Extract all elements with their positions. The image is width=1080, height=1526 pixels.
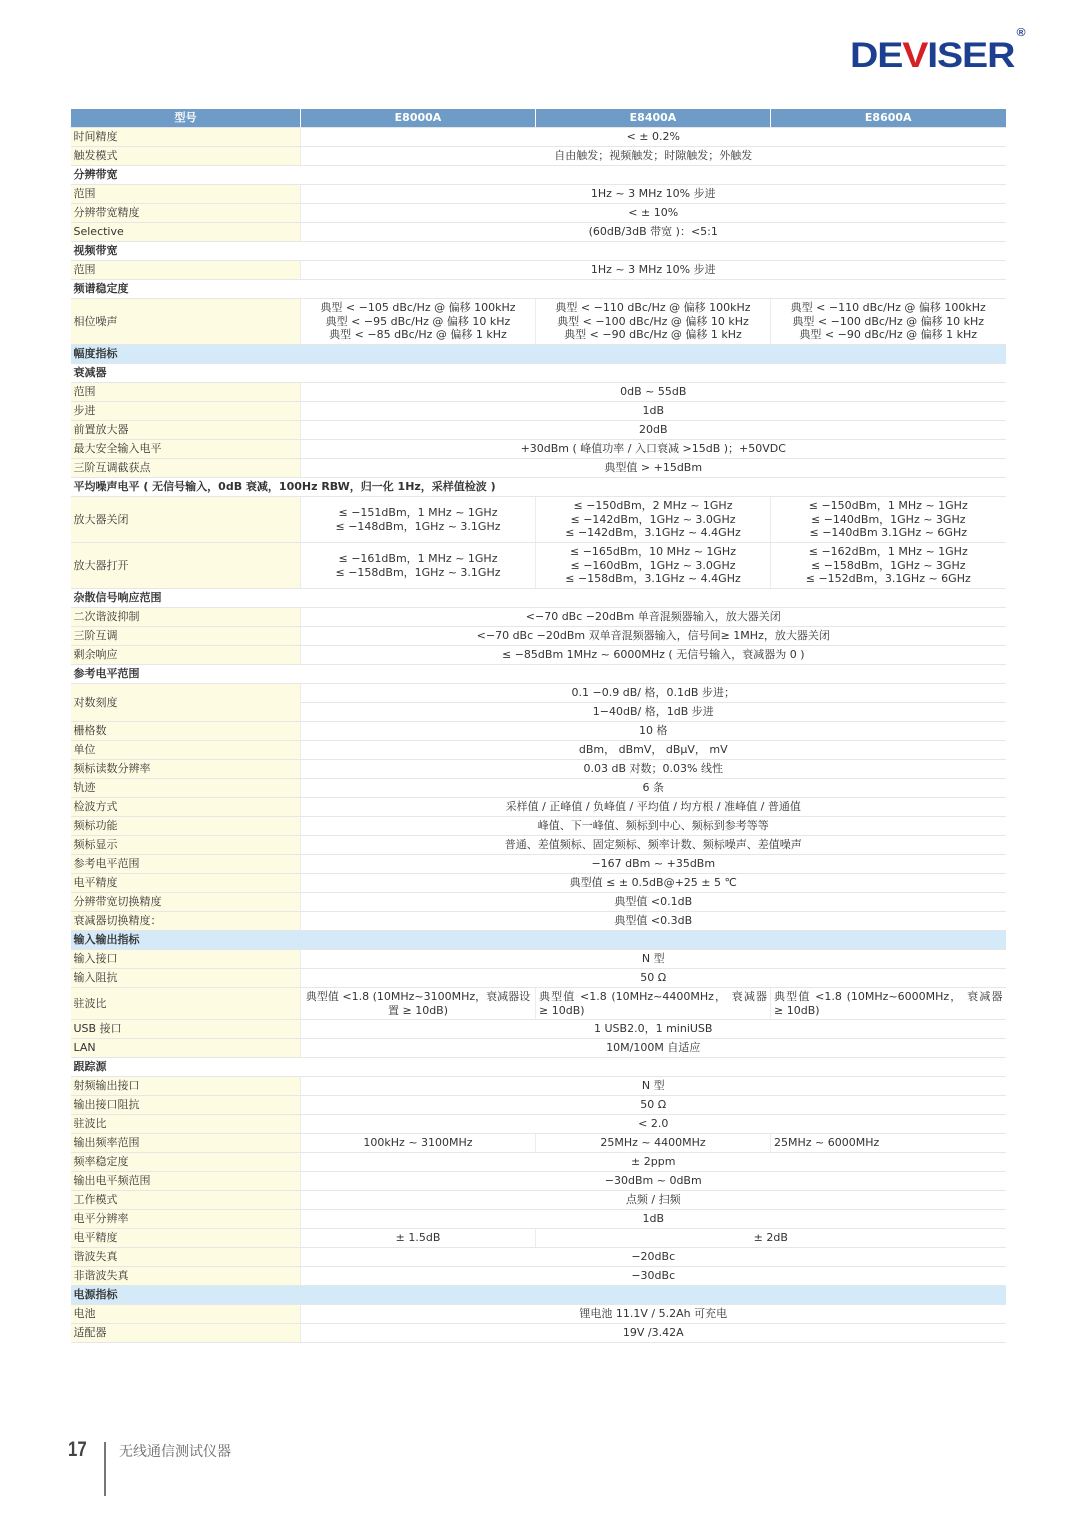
row-value: 0dB ~ 55dB xyxy=(301,383,1006,402)
section-label: 跟踪源 xyxy=(71,1058,1006,1077)
table-row xyxy=(71,185,1006,204)
row-label: 轨迹 xyxy=(71,779,301,798)
row-label: 相位噪声 xyxy=(71,299,301,345)
row-label: 放大器关闭 xyxy=(71,497,301,543)
table-header-row xyxy=(71,109,1006,128)
row-value: 1Hz ~ 3 MHz 10% 步进 xyxy=(301,261,1006,280)
row-value: < ± 10% xyxy=(301,204,1006,223)
row-label: 前置放大器 xyxy=(71,421,301,440)
row-value: 普通、差值频标、固定频标、频率计数、频标噪声、差值噪声 xyxy=(301,836,1006,855)
value-e8400a: ≤ −165dBm，10 MHz ~ 1GHz ≤ −160dBm，1GHz ~ 3.0GHz ≤ −158dBm，3.1GHz ~ 4.4GHz xyxy=(536,543,771,589)
row-value: <−70 dBc −20dBm 双单音混频器输入，信号间≥ 1MHz，放大器关闭 xyxy=(301,627,1006,646)
table-row xyxy=(71,1305,1006,1324)
row-value: 0.1 −0.9 dB/ 格，0.1dB 步进； xyxy=(301,684,1006,703)
row-label: 分辨带宽切换精度 xyxy=(71,893,301,912)
row-value: 典型值 <0.3dB xyxy=(301,912,1006,931)
row-value: 50 Ω xyxy=(301,969,1006,988)
table-row xyxy=(71,261,1006,280)
row-value: 峰值、下一峰值、频标到中心、频标到参考等等 xyxy=(301,817,1006,836)
row-label: 驻波比 xyxy=(71,988,301,1020)
table-row xyxy=(71,440,1006,459)
subsection-row xyxy=(71,478,1006,497)
row-label: 输入接口 xyxy=(71,950,301,969)
section-label: 幅度指标 xyxy=(71,345,1006,364)
section-label: 衰减器 xyxy=(71,364,1006,383)
row-label: 触发模式 xyxy=(71,147,301,166)
value-e8000a: 典型 < −105 dBc/Hz @ 偏移 100kHz 典型 < −95 dBc/Hz @ 偏移 10 kHz 典型 < −85 dBc/Hz @ 偏移 1 kHz xyxy=(301,299,536,345)
table-row xyxy=(71,1039,1006,1058)
row-value: < 2.0 xyxy=(301,1115,1006,1134)
section-label: 频谱稳定度 xyxy=(71,280,1006,299)
row-value: 20dB xyxy=(301,421,1006,440)
row-label: 参考电平范围 xyxy=(71,855,301,874)
row-label: 射频输出接口 xyxy=(71,1077,301,1096)
row-label: 范围 xyxy=(71,261,301,280)
row-value: 1dB xyxy=(301,402,1006,421)
table-row xyxy=(71,421,1006,440)
value-e8000a: ± 1.5dB xyxy=(301,1229,536,1248)
table-row xyxy=(71,1191,1006,1210)
section-label: 分辨带宽 xyxy=(71,166,1006,185)
table-row xyxy=(71,383,1006,402)
row-label: 三阶互调 xyxy=(71,627,301,646)
table-row xyxy=(71,1229,1006,1248)
row-label: 检波方式 xyxy=(71,798,301,817)
table-row xyxy=(71,722,1006,741)
header-e8400a: E8400A xyxy=(536,109,771,128)
table-row xyxy=(71,402,1006,421)
table-row xyxy=(71,223,1006,242)
value-e8400a: 25MHz ~ 4400MHz xyxy=(536,1134,771,1153)
row-value: 1Hz ~ 3 MHz 10% 步进 xyxy=(301,185,1006,204)
subsection-row xyxy=(71,665,1006,684)
value-e8600a: 典型 < −110 dBc/Hz @ 偏移 100kHz 典型 < −100 dBc/Hz @ 偏移 10 kHz 典型 < −90 dBc/Hz @ 偏移 1 kHz xyxy=(771,299,1006,345)
table-row xyxy=(71,204,1006,223)
table-row xyxy=(71,760,1006,779)
section-label: 输入输出指标 xyxy=(71,931,1006,950)
row-value: 50 Ω xyxy=(301,1096,1006,1115)
row-label: 电平分辨率 xyxy=(71,1210,301,1229)
header-e8600a: E8600A xyxy=(771,109,1006,128)
row-value: −30dBm ~ 0dBm xyxy=(301,1172,1006,1191)
row-label: 最大安全输入电平 xyxy=(71,440,301,459)
value-e8600a: ≤ −162dBm，1 MHz ~ 1GHz ≤ −158dBm，1GHz ~ 3GHz ≤ −152dBm，3.1GHz ~ 6GHz xyxy=(771,543,1006,589)
table-row xyxy=(71,1210,1006,1229)
row-label: 谐波失真 xyxy=(71,1248,301,1267)
section-label: 电源指标 xyxy=(71,1286,1006,1305)
row-value: 自由触发；视频触发；时隙触发；外触发 xyxy=(301,147,1006,166)
value-e8400a: 典型值 <1.8 (10MHz~4400MHz， 衰减器 ≥ 10dB) xyxy=(536,988,771,1020)
section-header-row xyxy=(71,931,1006,950)
row-value: 锂电池 11.1V / 5.2Ah 可充电 xyxy=(301,1305,1006,1324)
row-value: 典型值 <0.1dB xyxy=(301,893,1006,912)
subsection-row xyxy=(71,242,1006,261)
page-number: 17 xyxy=(68,1438,87,1461)
value-e8000a: 典型值 <1.8 (10MHz~3100MHz，衰减器设置 ≥ 10dB) xyxy=(301,988,536,1020)
table-row xyxy=(71,1134,1006,1153)
row-label: 频标读数分辨率 xyxy=(71,760,301,779)
section-label: 视频带宽 xyxy=(71,242,1006,261)
registered-mark: ® xyxy=(1016,27,1025,40)
row-value: (60dB/3dB 带宽 )：<5:1 xyxy=(301,223,1006,242)
table-row xyxy=(71,741,1006,760)
row-label: 范围 xyxy=(71,383,301,402)
row-label: 二次谐波抑制 xyxy=(71,608,301,627)
row-value: 19V /3.42A xyxy=(301,1324,1006,1343)
row-value: 1 USB2.0，1 miniUSB xyxy=(301,1020,1006,1039)
row-label: 衰减器切换精度： xyxy=(71,912,301,931)
table-row xyxy=(71,1324,1006,1343)
row-value: 1dB xyxy=(301,1210,1006,1229)
value-e8000a: 100kHz ~ 3100MHz xyxy=(301,1134,536,1153)
table-row xyxy=(71,1267,1006,1286)
row-value: −167 dBm ~ +35dBm xyxy=(301,855,1006,874)
row-label: 单位 xyxy=(71,741,301,760)
table-row xyxy=(71,1020,1006,1039)
header-model: 型号 xyxy=(71,109,301,128)
row-label: USB 接口 xyxy=(71,1020,301,1039)
table-row xyxy=(71,608,1006,627)
row-value: 10M/100M 自适应 xyxy=(301,1039,1006,1058)
table-row xyxy=(71,459,1006,478)
row-label: 非谐波失真 xyxy=(71,1267,301,1286)
value-e8600a: 典型值 <1.8 (10MHz~6000MHz， 衰减器 ≥ 10dB) xyxy=(771,988,1006,1020)
row-label: 电平精度 xyxy=(71,874,301,893)
value-e8000a: ≤ −161dBm，1 MHz ~ 1GHz ≤ −158dBm，1GHz ~ 3.1GHz xyxy=(301,543,536,589)
row-value: <−70 dBc −20dBm 单音混频器输入，放大器关闭 xyxy=(301,608,1006,627)
subsection-row xyxy=(71,589,1006,608)
table-row xyxy=(71,1096,1006,1115)
table-row xyxy=(71,1248,1006,1267)
table-row xyxy=(71,874,1006,893)
deviser-logo: DEVISER® xyxy=(850,27,1025,75)
value-e8400a: 典型 < −110 dBc/Hz @ 偏移 100kHz 典型 < −100 dBc/Hz @ 偏移 10 kHz 典型 < −90 dBc/Hz @ 偏移 1 kHz xyxy=(536,299,771,345)
row-label: 时间精度 xyxy=(71,128,301,147)
table-row xyxy=(71,1115,1006,1134)
table-row xyxy=(71,1172,1006,1191)
table-row xyxy=(71,646,1006,665)
table-row xyxy=(71,299,1006,345)
row-label: 工作模式 xyxy=(71,1191,301,1210)
row-value: +30dBm ( 峰值功率 / 入口衰减 >15dB )；+50VDC xyxy=(301,440,1006,459)
section-label: 平均噪声电平 ( 无信号输入，0dB 衰减，100Hz RBW，归一化 1Hz，采样值检波 ) xyxy=(71,478,1006,497)
row-value: dBm， dBmV， dBμV， mV xyxy=(301,741,1006,760)
footer-title: 无线通信测试仪器 xyxy=(119,1444,231,1460)
footer-divider xyxy=(104,1442,106,1496)
subsection-row xyxy=(71,166,1006,185)
value-e8600a: ≤ −150dBm，1 MHz ~ 1GHz ≤ −140dBm，1GHz ~ 3GHz ≤ −140dBm 3.1GHz ~ 6GHz xyxy=(771,497,1006,543)
subsection-row xyxy=(71,364,1006,383)
row-label: 输出频率范围 xyxy=(71,1134,301,1153)
table-row xyxy=(71,912,1006,931)
section-header-row xyxy=(71,345,1006,364)
row-value: 1−40dB/ 格，1dB 步进 xyxy=(301,703,1006,722)
table-row xyxy=(71,988,1006,1020)
row-value: N 型 xyxy=(301,950,1006,969)
table-row xyxy=(71,779,1006,798)
header-e8000a: E8000A xyxy=(301,109,536,128)
row-label: Selective xyxy=(71,223,301,242)
row-label: 栅格数 xyxy=(71,722,301,741)
row-value: ≤ −85dBm 1MHz ~ 6000MHz ( 无信号输入，衰减器为 0 ) xyxy=(301,646,1006,665)
table-row xyxy=(71,543,1006,589)
value-e8600a: 25MHz ~ 6000MHz xyxy=(771,1134,1006,1153)
row-value: ± 2ppm xyxy=(301,1153,1006,1172)
row-label: 适配器 xyxy=(71,1324,301,1343)
row-value: 点频 / 扫频 xyxy=(301,1191,1006,1210)
row-label: 步进 xyxy=(71,402,301,421)
table-row xyxy=(71,798,1006,817)
row-label: 输入阻抗 xyxy=(71,969,301,988)
section-header-row xyxy=(71,1286,1006,1305)
table-row xyxy=(71,684,1006,703)
row-label: 剩余响应 xyxy=(71,646,301,665)
table-row xyxy=(71,128,1006,147)
section-label: 参考电平范围 xyxy=(71,665,1006,684)
row-label: 电池 xyxy=(71,1305,301,1324)
row-label: 驻波比 xyxy=(71,1115,301,1134)
table-row xyxy=(71,147,1006,166)
value-e8400a: ≤ −150dBm，2 MHz ~ 1GHz ≤ −142dBm，1GHz ~ 3.0GHz ≤ −142dBm，3.1GHz ~ 4.4GHz xyxy=(536,497,771,543)
row-label: 频标显示 xyxy=(71,836,301,855)
subsection-row xyxy=(71,280,1006,299)
row-value: N 型 xyxy=(301,1077,1006,1096)
value-e8400a-e8600a: ± 2dB xyxy=(536,1229,1006,1248)
row-value: 典型值 ≤ ± 0.5dB@+25 ± 5 ℃ xyxy=(301,874,1006,893)
table-row xyxy=(71,950,1006,969)
row-label: 分辨带宽精度 xyxy=(71,204,301,223)
table-row xyxy=(71,1077,1006,1096)
table-row xyxy=(71,497,1006,543)
row-value: < ± 0.2% xyxy=(301,128,1006,147)
row-value: 6 条 xyxy=(301,779,1006,798)
row-value: 典型值 > +15dBm xyxy=(301,459,1006,478)
spec-table xyxy=(70,109,1006,1343)
row-value: −30dBc xyxy=(301,1267,1006,1286)
row-label: 频率稳定度 xyxy=(71,1153,301,1172)
row-label: 输出电平频范围 xyxy=(71,1172,301,1191)
row-label: 电平精度 xyxy=(71,1229,301,1248)
spec-table-body xyxy=(71,128,1006,1343)
subsection-row xyxy=(71,1058,1006,1077)
table-row xyxy=(71,817,1006,836)
section-label: 杂散信号响应范围 xyxy=(71,589,1006,608)
row-label: 范围 xyxy=(71,185,301,204)
row-label: 三阶互调截获点 xyxy=(71,459,301,478)
row-label: 频标功能 xyxy=(71,817,301,836)
row-label: LAN xyxy=(71,1039,301,1058)
value-e8000a: ≤ −151dBm，1 MHz ~ 1GHz ≤ −148dBm，1GHz ~ 3.1GHz xyxy=(301,497,536,543)
row-value: 0.03 dB 对数；0.03% 线性 xyxy=(301,760,1006,779)
table-row xyxy=(71,969,1006,988)
table-row xyxy=(71,893,1006,912)
table-row xyxy=(71,836,1006,855)
table-row xyxy=(71,855,1006,874)
row-label: 对数刻度 xyxy=(71,684,301,722)
table-row xyxy=(71,627,1006,646)
row-value: −20dBc xyxy=(301,1248,1006,1267)
table-row xyxy=(71,1153,1006,1172)
row-value: 10 格 xyxy=(301,722,1006,741)
row-value: 采样值 / 正峰值 / 负峰值 / 平均值 / 均方根 / 准峰值 / 普通值 xyxy=(301,798,1006,817)
row-label: 放大器打开 xyxy=(71,543,301,589)
row-label: 输出接口阻抗 xyxy=(71,1096,301,1115)
